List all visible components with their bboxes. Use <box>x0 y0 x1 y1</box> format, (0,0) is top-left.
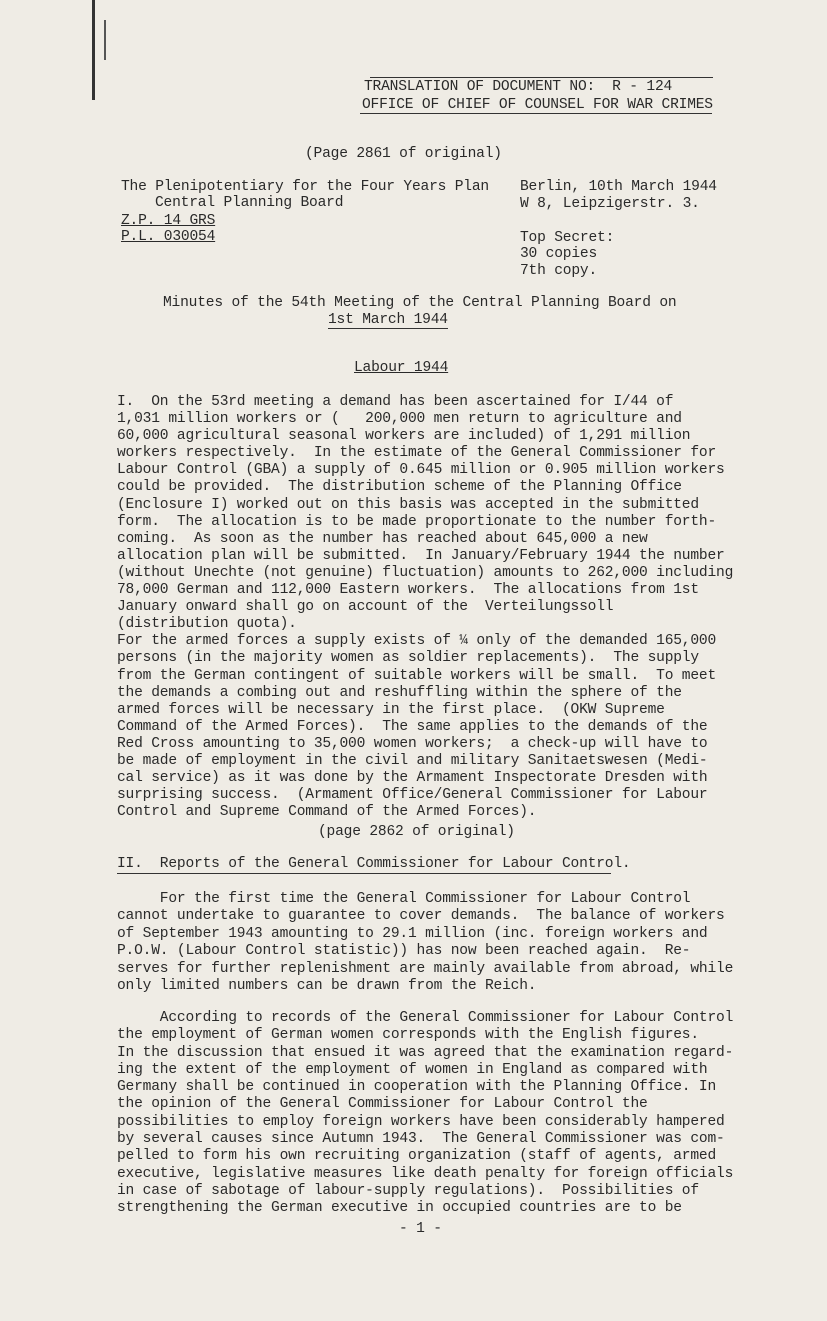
section-2-heading: II. Reports of the General Commissioner for Labour Control. <box>117 856 631 872</box>
original-page-ref: (Page 2861 of original) <box>305 146 502 162</box>
reference-line: P.L. 030054 <box>121 229 216 245</box>
reference-line: Z.P. 14 GRS <box>121 213 216 229</box>
original-page-ref: (page 2862 of original) <box>318 824 515 840</box>
header-rule <box>370 77 713 78</box>
copy-number: 7th copy. <box>520 263 598 279</box>
title-underline <box>328 328 448 329</box>
copies: 30 copies <box>520 246 598 262</box>
place-date: Berlin, 10th March 1944 <box>520 179 717 195</box>
document-title-date: 1st March 1944 <box>328 312 448 328</box>
section-2-underline <box>117 873 611 874</box>
margin-mark <box>104 20 106 60</box>
office-heading: OFFICE OF CHIEF OF COUNSEL FOR WAR CRIMES <box>362 97 713 113</box>
header-rule <box>360 113 712 114</box>
section-1-text: I. On the 53rd meeting a demand has been ascertained for I/44 of 1,031 million workers or ( 200,000 men return to agriculture and 60,000 agricultural seasonal workers are included) of 1,291 million workers respectively. In the estimate of the General Commissioner for Labour Control (GBA) a supply of 0.645 million or 0.905 million workers could be provided. The distribution scheme of the Planning Office (Enclosure I) worked out on this basis was accepted in the submitted form. The allocation is to be made proportionate to the number forth- coming. As soon as the number has reached about 645,000 a new allocation plan will be submitted. In January/February 1944 the number (without Unechte (not genuine) fluctuation) amounts to 262,000 including 78,000 German and 112,000 Eastern workers. The allocations from 1st January onward shall go on account of the Verteilungssoll (distribution quota). For the armed forces a supply exists of ¼ only of the demanded 165,000 persons (in the majority women as soldier replacements). The supply from the German contingent of suitable workers will be small. To meet the demands a combing out and reshuffling within the sphere of the armed forces will be necessary in the first place. (OKW Supreme Command of the Armed Forces). The same applies to the demands of the Red Cross amounting to 35,000 women workers; a check-up will have to be made of employment in the civil and military Sanitaetswesen (Medi- cal service) as it was done by the Armament Inspectorate Dresden with surprising success. (Armament Office/General Commissioner for Labour Control and Supreme Command of the Armed Forces). <box>117 394 734 821</box>
translation-heading: TRANSLATION OF DOCUMENT NO: R - 124 <box>364 79 673 95</box>
section-2-paragraph: According to records of the General Commissioner for Labour Control the employment of German women corresponds with the English figures. In the discussion that ensued it was agreed that the examination regard- ing the extent of the employment of women in England as compared with Germany shall be continued in cooperation with the Planning Office. In the opinion of the General Commissioner for Labour Control the possibilities to employ foreign workers have been considerably hampered by several causes since Autumn 1943. The General Commissioner was com- pelled to form his own recruiting organization (staff of agents, armed executive, legislative measures like death penalty for foreign officials in case of sabotage of labour-supply regulations). Possibilities of strengthening the German executive in occupied countries are to be <box>117 1010 734 1217</box>
sender-line: The Plenipotentiary for the Four Years Plan <box>121 179 489 195</box>
classification: Top Secret: <box>520 230 615 246</box>
section-2-paragraph: For the first time the General Commissioner for Labour Control cannot undertake to guarantee to cover demands. The balance of workers of September 1943 amounting to 29.1 million (inc. foreign workers and P.O.W. (Labour Control statistic)) has now been reached again. Re- serves for further replenishment are mainly available from abroad, while only limited numbers can be drawn from the Reich. <box>117 891 734 995</box>
address: W 8, Leipzigerstr. 3. <box>520 196 700 212</box>
document-title: Minutes of the 54th Meeting of the Central Planning Board on <box>163 295 677 311</box>
page-number: - 1 - <box>399 1221 442 1237</box>
sender-line: Central Planning Board <box>155 195 344 211</box>
margin-mark <box>92 0 95 100</box>
section-heading-labour: Labour 1944 <box>354 360 449 376</box>
